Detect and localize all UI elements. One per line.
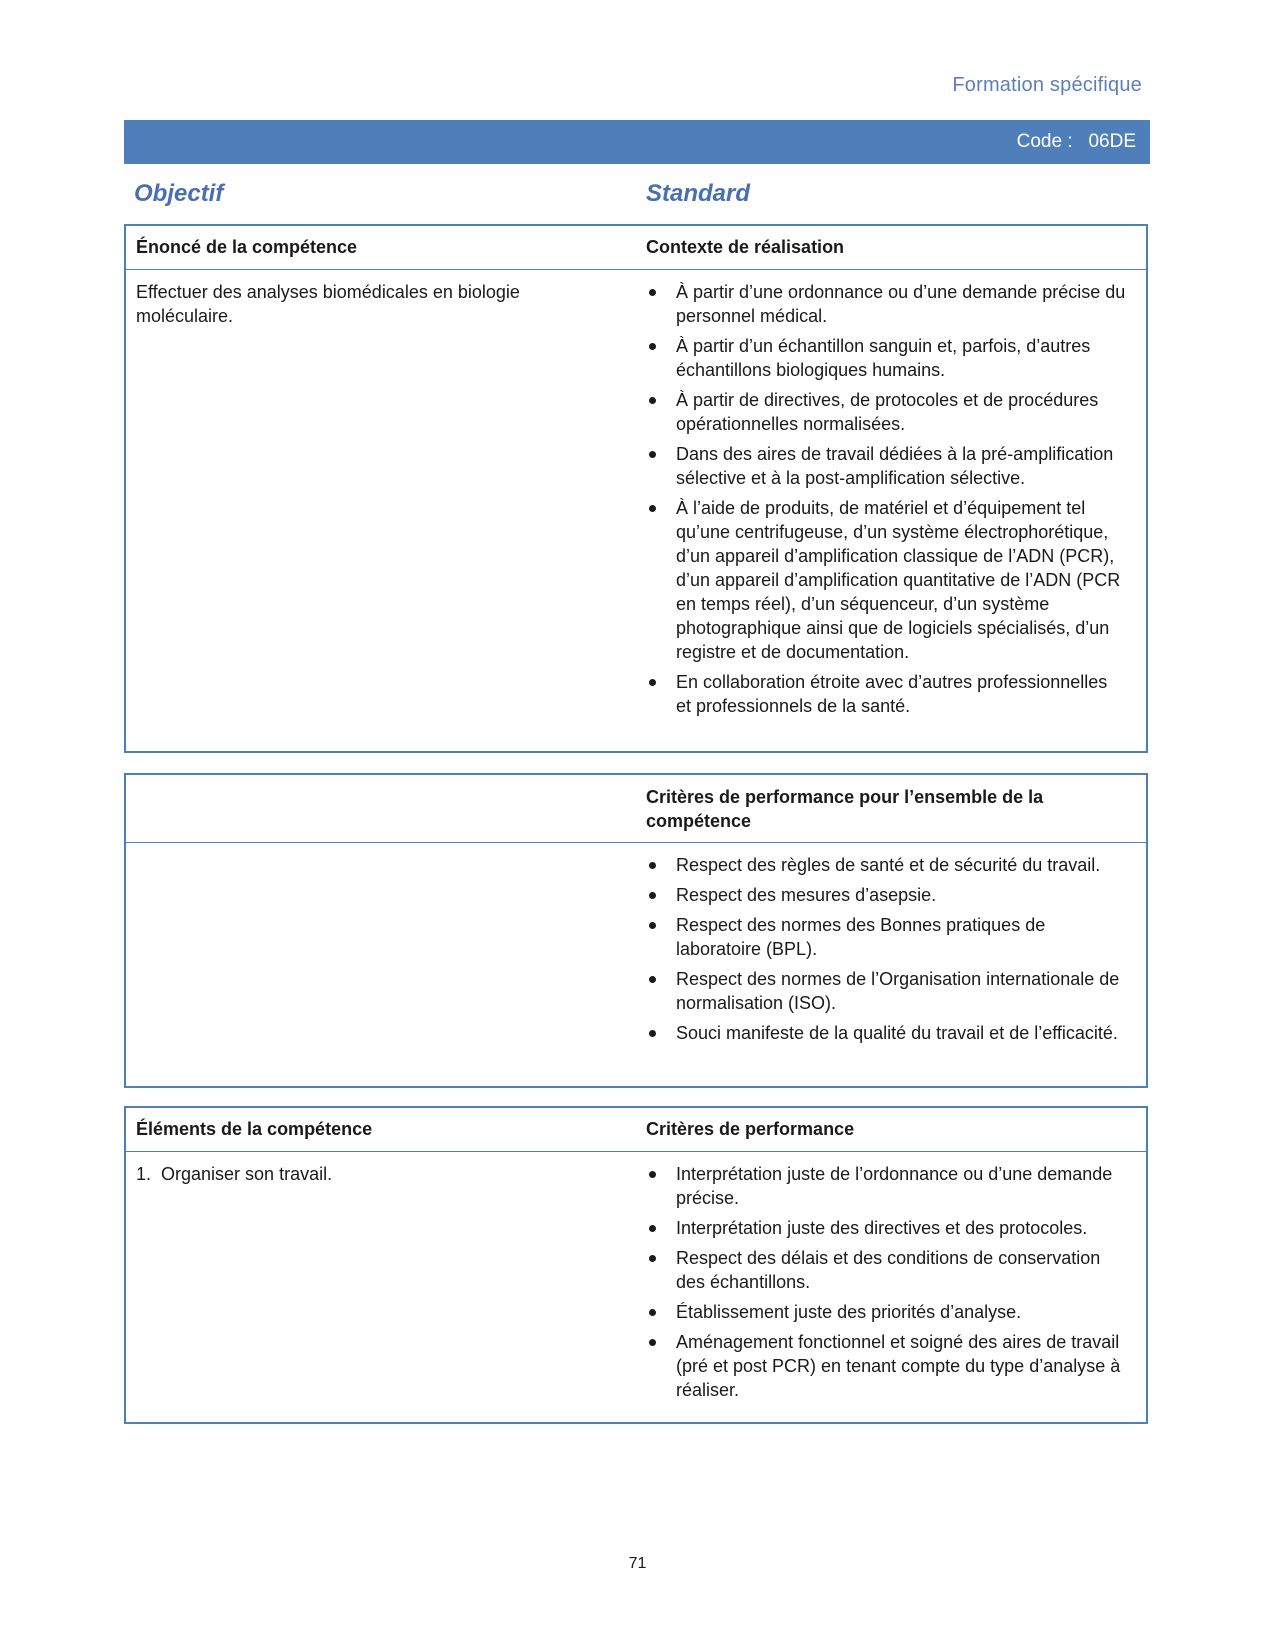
list-item: Aménagement fonctionnel et soigné des aires de travail (pré et post PCR) en tenant compte du type d’analyse à réaliser. <box>646 1330 1126 1402</box>
standard-heading: Standard <box>646 180 751 207</box>
contexte-list <box>646 280 1126 724</box>
list-item: À partir de directives, de protocoles et de procédures opérationnelles normalisées. <box>646 388 1126 436</box>
column-headings <box>134 180 1144 210</box>
page-number: 71 <box>628 1555 647 1572</box>
list-item: À l’aide de produits, de matériel et d’équipement tel qu’une centrifugeuse, d’un système électrophorétique, d’un appareil d’amplification classique de l’ADN (PCR), d’un appareil d’amplification quantitative de l’ADN (PCR en temps réel), d’un séquenceur, d’un système photographique ainsi que de logiciels spécialisés, d’un registre et de documentation. <box>646 496 1126 664</box>
list-item: À partir d’un échantillon sanguin et, parfois, d’autres échantillons biologiques humains. <box>646 334 1126 382</box>
criteres-list <box>646 1162 1126 1408</box>
competence-box <box>124 224 1148 753</box>
criteres-ensemble-header <box>126 775 1146 843</box>
competence-box-header <box>126 226 1146 270</box>
list-item: Respect des mesures d’asepsie. <box>646 883 1126 907</box>
enonce-text: Effectuer des analyses biomédicales en biologie moléculaire. <box>136 282 520 326</box>
elements-box-header <box>126 1108 1146 1152</box>
list-item: À partir d’une ordonnance ou d’une demande précise du personnel médical. <box>646 280 1126 328</box>
contexte-heading: Contexte de réalisation <box>646 237 845 257</box>
criteres-ensemble-box <box>124 773 1148 1088</box>
formation-title: Formation spécifique <box>952 74 1142 96</box>
criteres-heading: Critères de performance <box>646 1119 855 1139</box>
list-item: Respect des règles de santé et de sécurité du travail. <box>646 853 1126 877</box>
list-item: Établissement juste des priorités d’analyse. <box>646 1300 1126 1324</box>
list-item: Respect des normes des Bonnes pratiques de laboratoire (BPL). <box>646 913 1126 961</box>
code-label: Code : <box>1016 131 1073 152</box>
list-item: Respect des normes de l’Organisation internationale de normalisation (ISO). <box>646 967 1126 1015</box>
competence-box-body <box>126 270 1146 716</box>
list-item: Interprétation juste des directives et des protocoles. <box>646 1216 1126 1240</box>
elements-heading: Éléments de la compétence <box>136 1119 373 1139</box>
code-bar <box>124 120 1150 164</box>
criteres-ensemble-heading: Critères de performance pour l’ensemble de la compétence <box>646 787 1044 831</box>
list-item: En collaboration étroite avec d’autres professionnelles et professionnels de la santé. <box>646 670 1126 718</box>
element-text: 1. Organiser son travail. <box>136 1164 333 1184</box>
list-item: Interprétation juste de l’ordonnance ou d’une demande précise. <box>646 1162 1126 1210</box>
criteres-ensemble-list <box>646 853 1126 1051</box>
list-item: Respect des délais et des conditions de conservation des échantillons. <box>646 1246 1126 1294</box>
enonce-heading: Énoncé de la compétence <box>136 237 358 257</box>
objectif-heading: Objectif <box>134 180 224 207</box>
list-item: Souci manifeste de la qualité du travail et de l’efficacité. <box>646 1021 1126 1045</box>
list-item: Dans des aires de travail dédiées à la pré-amplification sélective et à la post-amplification sélective. <box>646 442 1126 490</box>
code-value: 06DE <box>1088 131 1136 152</box>
elements-box <box>124 1106 1148 1424</box>
